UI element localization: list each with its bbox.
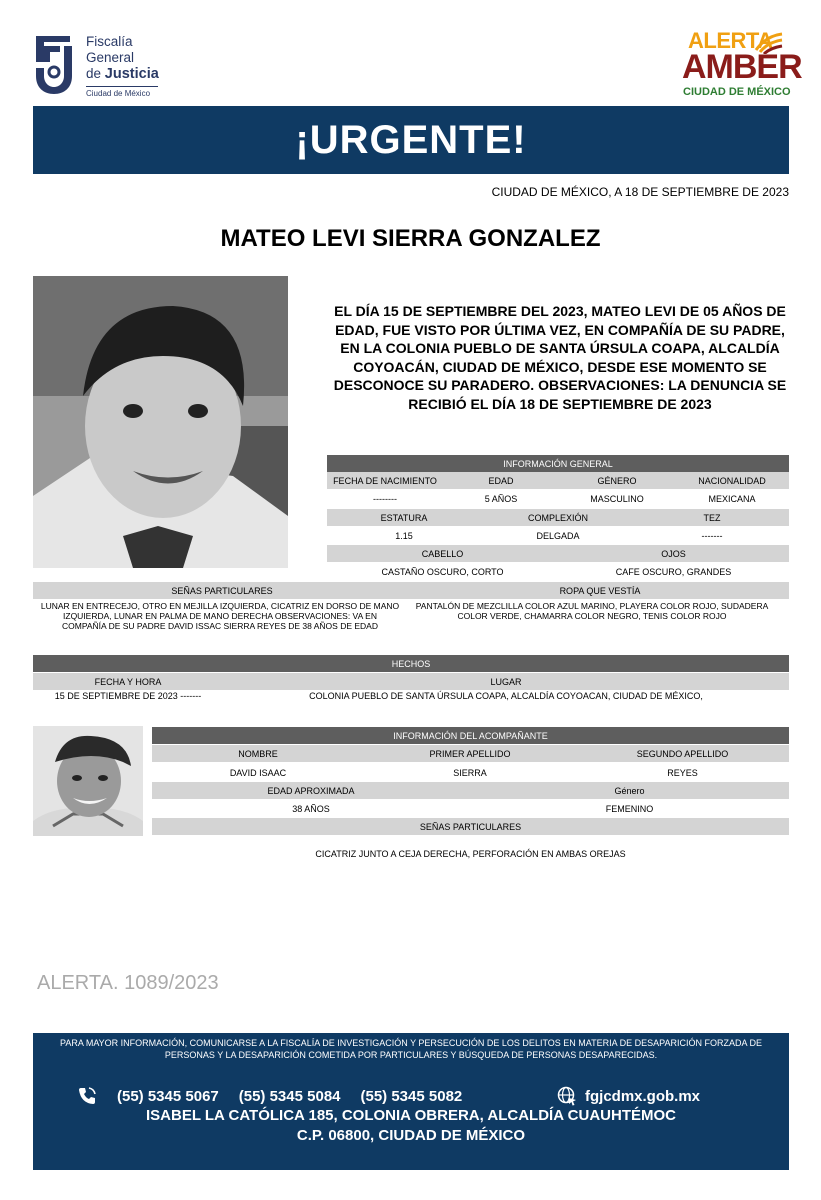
urgent-banner: ¡URGENTE!	[33, 106, 789, 174]
ropa-text: PANTALÓN DE MEZCLILLA COLOR AZUL MARINO, PLAYERA COLOR ROJO, SUDADERA COLOR VERDE, CHAMARRA COLOR NEGRO, TENIS COLOR ROJO	[415, 601, 769, 621]
fgj-line3-prefix: de	[86, 66, 105, 81]
companion-row2-values	[152, 800, 789, 817]
address-line1: ISABEL LA CATÓLICA 185, COLONIA OBRERA, ALCALDÍA CUAUHTÉMOC	[145, 1107, 676, 1124]
header-fecha-hora: FECHA Y HORA	[94, 676, 162, 687]
website	[557, 1086, 700, 1106]
value-tez: -------	[701, 530, 723, 541]
companion-row2-headers	[152, 782, 789, 799]
value-fecha-nacimiento: --------	[373, 493, 397, 504]
header-nombre: NOMBRE	[238, 748, 278, 759]
address-line2: C.P. 06800, CIUDAD DE MÉXICO	[296, 1127, 526, 1144]
fgj-logo-text	[86, 34, 159, 99]
header-segundo-apellido: SEGUNDO APELLIDO	[636, 748, 729, 759]
general-info-title: INFORMACIÓN GENERAL	[327, 455, 789, 472]
value-primer-apellido: SIERRA	[453, 767, 487, 778]
value-edad: 5 AÑOS	[484, 493, 518, 504]
value-companion-genero: FEMENINO	[605, 803, 654, 814]
header-estatura: ESTATURA	[380, 512, 428, 523]
senas-particulares-text: LUNAR EN ENTRECEJO, OTRO EN MEJILLA IZQUIERDA, CICATRIZ EN DORSO DE MANO IZQUIERDA, LUNAR EN PALMA DE MANO DERECHA OBSERVACIONES: VA EN COMPAÑÍA DE SU PADRE DAVID ISSAC SIERRA REYES DE 38 AÑOS DE EDAD	[40, 601, 400, 631]
fgj-line1: Fiscalía	[86, 34, 133, 49]
value-genero: MASCULINO	[590, 493, 644, 504]
phone-1[interactable]: (55) 5345 5067	[117, 1087, 219, 1105]
fgj-line3-bold: Justicia	[104, 66, 159, 82]
general-info-row1-headers	[327, 472, 789, 489]
general-info-row3-values	[327, 563, 789, 580]
phone-2[interactable]: (55) 5345 5084	[238, 1087, 341, 1105]
missing-person-name: MATEO LEVI SIERRA GONZALEZ	[220, 225, 601, 252]
phone-3[interactable]: (55) 5345 5082	[360, 1087, 463, 1105]
fgj-line3	[86, 66, 159, 82]
header-complexion: COMPLEXIÓN	[527, 512, 588, 523]
fgj-line2: General	[86, 50, 135, 65]
child-portrait-image	[33, 276, 288, 568]
header-lugar: LUGAR	[490, 676, 522, 687]
hechos-title: HECHOS	[33, 655, 789, 672]
companion-senas-header: SEÑAS PARTICULARES	[152, 818, 789, 835]
missing-person-photo	[33, 276, 288, 568]
alerta-amber-logo	[680, 28, 802, 102]
amber-word-alerta: ALERTA	[688, 28, 773, 53]
header-tez: TEZ	[703, 512, 721, 523]
fgj-logo	[30, 32, 170, 104]
amber-word-city: CIUDAD DE MÉXICO	[683, 86, 791, 98]
website-link[interactable]: fgjcdmx.gob.mx	[585, 1087, 701, 1105]
header-primer-apellido: PRIMER APELLIDO	[429, 748, 511, 759]
header-senas-particulares: SEÑAS PARTICULARES	[171, 585, 273, 596]
value-segundo-apellido: REYES	[667, 767, 698, 778]
general-info-row2-headers	[327, 509, 789, 526]
particulars-headers	[33, 582, 789, 599]
header-companion-genero: Género	[614, 785, 645, 796]
header-cabello: CABELLO	[421, 548, 464, 559]
case-description: EL DÍA 15 DE SEPTIEMBRE DEL 2023, MATEO LEVI DE 05 AÑOS DE EDAD, FUE VISTO POR ÚLTIMA VEZ, EN COMPAÑÍA DE SU PADRE, EN LA COLONIA PUEBLO DE SANTA ÚRSULA COAPA, ALCALDÍA COYOACÁN, CIUDAD DE MÉXICO, DESDE ESE MOMENTO SE DESCONOCE SU PARADERO. OBSERVACIONES: LA DENUNCIA SE RECIBIÓ EL DÍA 18 DE SEPTIEMBRE DE 2023	[333, 303, 787, 412]
header-ojos: OJOS	[661, 548, 686, 559]
companion-portrait-image	[33, 726, 143, 836]
value-edad-aproximada: 38 AÑOS	[292, 803, 330, 814]
companion-title: INFORMACIÓN DEL ACOMPAÑANTE	[152, 727, 789, 744]
general-info-row3-headers	[327, 545, 789, 562]
value-estatura: 1.15	[395, 530, 413, 541]
header-edad: EDAD	[488, 475, 514, 486]
value-ojos: CAFE OSCURO, GRANDES	[615, 566, 732, 577]
general-info-row2-values	[327, 527, 789, 544]
value-complexion: DELGADA	[536, 530, 580, 541]
value-nacionalidad: MEXICANA	[708, 493, 756, 504]
companion-row1-values	[152, 764, 789, 781]
header-ropa: ROPA QUE VESTÍA	[559, 585, 641, 596]
value-lugar: COLONIA PUEBLO DE SANTA ÚRSULA COAPA, ALCALDÍA COYOACAN, CIUDAD DE MÉXICO,	[309, 690, 703, 701]
contact-info-text: PARA MAYOR INFORMACIÓN, COMUNICARSE A LA FISCALÍA DE INVESTIGACIÓN Y PERSECUCIÓN DE LOS DELITOS EN MATERIA DE DESAPARICIÓN FORZADA DE PERSONAS Y LA DESAPARICIÓN COMETIDA POR PARTICULARES Y BÚSQUEDA DE PERSONAS DESAPARECIDAS.	[60, 1038, 762, 1060]
address	[33, 1106, 789, 1146]
date-line: CIUDAD DE MÉXICO, A 18 DE SEPTIEMBRE DE 2023	[491, 185, 789, 199]
header-fecha-nacimiento: FECHA DE NACIMIENTO	[333, 475, 437, 486]
alert-number: ALERTA. 1089/2023	[37, 972, 219, 994]
general-info-row1-values	[327, 490, 789, 507]
companion-row1-headers	[152, 745, 789, 762]
phone-icon	[77, 1086, 97, 1106]
companion-senas-text: CICATRIZ JUNTO A CEJA DERECHA, PERFORACIÓN EN AMBAS OREJAS	[315, 849, 626, 859]
contact-footer	[33, 1033, 789, 1170]
phone-numbers	[77, 1086, 462, 1106]
hechos-values	[33, 687, 789, 704]
fgj-city: Ciudad de México	[86, 86, 158, 99]
value-fecha-hora: 15 DE SEPTIEMBRE DE 2023 -------	[54, 690, 202, 701]
globe-click-icon	[557, 1086, 577, 1106]
fgj-emblem-icon	[30, 32, 80, 98]
header-edad-aproximada: EDAD APROXIMADA	[267, 785, 355, 796]
amber-word-amber: AMBER	[682, 48, 802, 86]
header-genero: GÉNERO	[597, 475, 637, 486]
companion-photo	[33, 726, 143, 836]
header-nacionalidad: NACIONALIDAD	[698, 475, 766, 486]
value-cabello: CASTAÑO OSCURO, CORTO	[381, 566, 504, 577]
value-nombre: DAVID ISAAC	[229, 767, 287, 778]
